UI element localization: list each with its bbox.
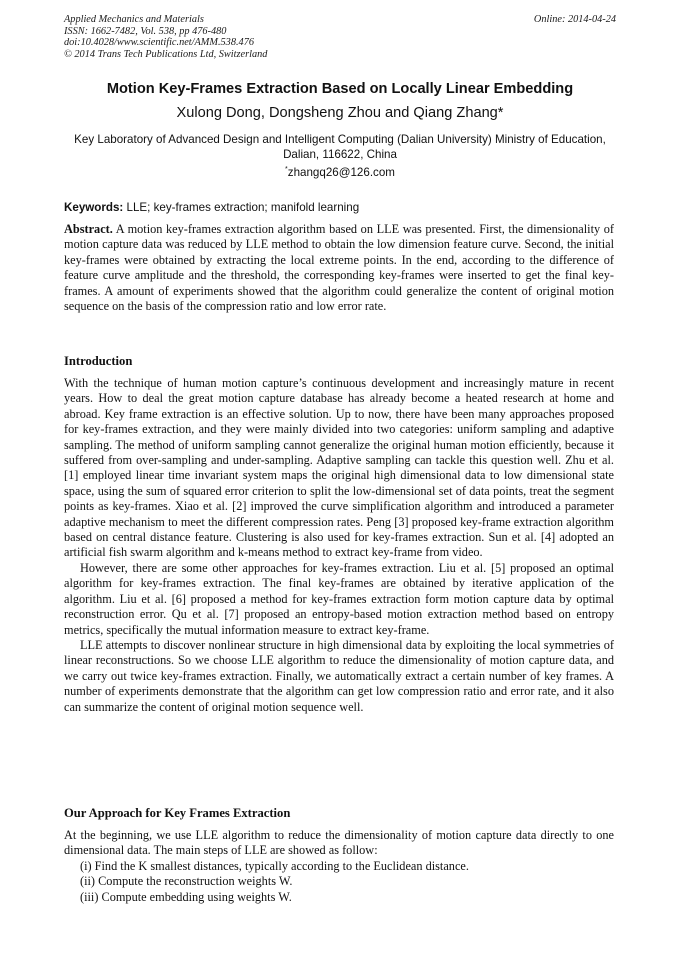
- email-mark: *: [285, 166, 288, 174]
- intro-paragraph-1: With the technique of human motion capture’s continuous development and increasingly mature in recent years. How to deal the great motion capture database has already become a heated research at home and abroad. Key frame extraction is an effective solution. Up to now, there have been many approaches proposed for key-frames extraction, and they were mainly divided into two categories: uniform sampling and adaptive sampling. The method of uniform sampling cannot generalize the original human motion efficiently, because it suffered from over-sampling and under-sampling. Adaptive sampling can tackle this question well. Zhu et al. [1] employed linear time invariant system maps the original high dimensional data to low dimensional state space, using the sum of squared error criterion to split the low-dimensional set of data points, treat the segment points as key-frames. Xiao et al. [2] improved the curve simplification algorithm and introduced a parameter adaptive mechanism to meet the different compression rates. Peng [3] proposed key-frame extraction algorithm based on central distance feature. Clustering is also used for key-frames extraction. Sun et al. [4] adopted an artificial fish swarm algorithm and k-means method to extract key-frame from video.: [64, 376, 614, 560]
- author-list: Xulong Dong, Dongsheng Zhou and Qiang Zhang*: [176, 105, 504, 121]
- keywords-line: [64, 201, 616, 214]
- lle-step: (i) Find the K smallest distances, typically according to the Euclidean distance.: [80, 858, 469, 873]
- intro-paragraph-2: However, there are some other approaches for key-frames extraction. Liu et al. [5] proposed an optimal algorithm for key-frames extraction. The final key-frames are obtained by iterative application of the algorithm. Liu et al. [6] proposed a method for key-frames extraction form motion capture data by optimal reconstruction error. Qu et al. [7] proposed an entropy-based motion extraction method based on entropy metrics, specifically the mutual information measure to extract key-frame.: [64, 560, 614, 637]
- abstract-text: A motion key-frames extraction algorithm based on LLE was presented. First, the dimensionality of motion capture data was reduced by LLE method to obtain the low dimension feature curve. Second, the initial key-frames were obtained by extracting the local extreme points. In the end, according to the difference of feature curve amplitude and the threshold, the corresponding key-frames were inserted to get the final key-frames. A amount of experiments showed that the algorithm could generalize the content of original motion sequence on the basis of the compression ratio and low error rate.: [64, 222, 614, 314]
- approach-intro: At the beginning, we use LLE algorithm to reduce the dimensionality of motion capture data directly to one dimensional data. The main steps of LLE are showed as follow:: [64, 828, 614, 858]
- keywords-text: LLE; key-frames extraction; manifold learning: [126, 201, 360, 214]
- keywords-label: Keywords:: [64, 201, 124, 214]
- paper-title: Motion Key-Frames Extraction Based on Locally Linear Embedding: [106, 81, 574, 97]
- lle-step: (ii) Compute the reconstruction weights W.: [80, 874, 293, 889]
- affiliation: Key Laboratory of Advanced Design and Intelligent Computing (Dalian University) Ministry of Education, Dalian, 116622, China: [74, 133, 606, 161]
- online-date: Online: 2014-04-24: [533, 14, 616, 25]
- intro-paragraph-3: LLE attempts to discover nonlinear structure in high dimensional data by exploiting the local symmetries of linear reconstructions. So we choose LLE algorithm to reduce the dimensionality of motion capture data, and we carry out twice key-frames extraction. Finally, we automatically extract a certain number of key frames. A number of experiments demonstrate that the algorithm can get low compression ratio and error rate, and it also can summarize the content of original motion sequence well.: [64, 637, 614, 714]
- introduction-heading: Introduction: [64, 354, 133, 368]
- approach-heading: Our Approach for Key Frames Extraction: [64, 806, 291, 820]
- introduction-body: [64, 376, 614, 715]
- doi-line: doi:10.4028/www.scientific.net/AMM.538.476: [64, 37, 254, 49]
- approach-body: [64, 828, 614, 905]
- lle-step: (iii) Compute embedding using weights W.: [80, 889, 292, 904]
- journal-header: [64, 14, 616, 60]
- issn-line: ISSN: 1662-7482, Vol. 538, pp 476-480: [64, 25, 227, 37]
- journal-name: Applied Mechanics and Materials: [64, 14, 204, 25]
- copyright-line: © 2014 Trans Tech Publications Ltd, Switzerland: [64, 48, 268, 60]
- lle-steps-list: [64, 859, 614, 905]
- abstract-label: Abstract.: [64, 222, 113, 236]
- corresponding-email: [64, 166, 616, 179]
- abstract: [64, 222, 614, 314]
- email-address: zhangq26@126.com: [287, 166, 395, 179]
